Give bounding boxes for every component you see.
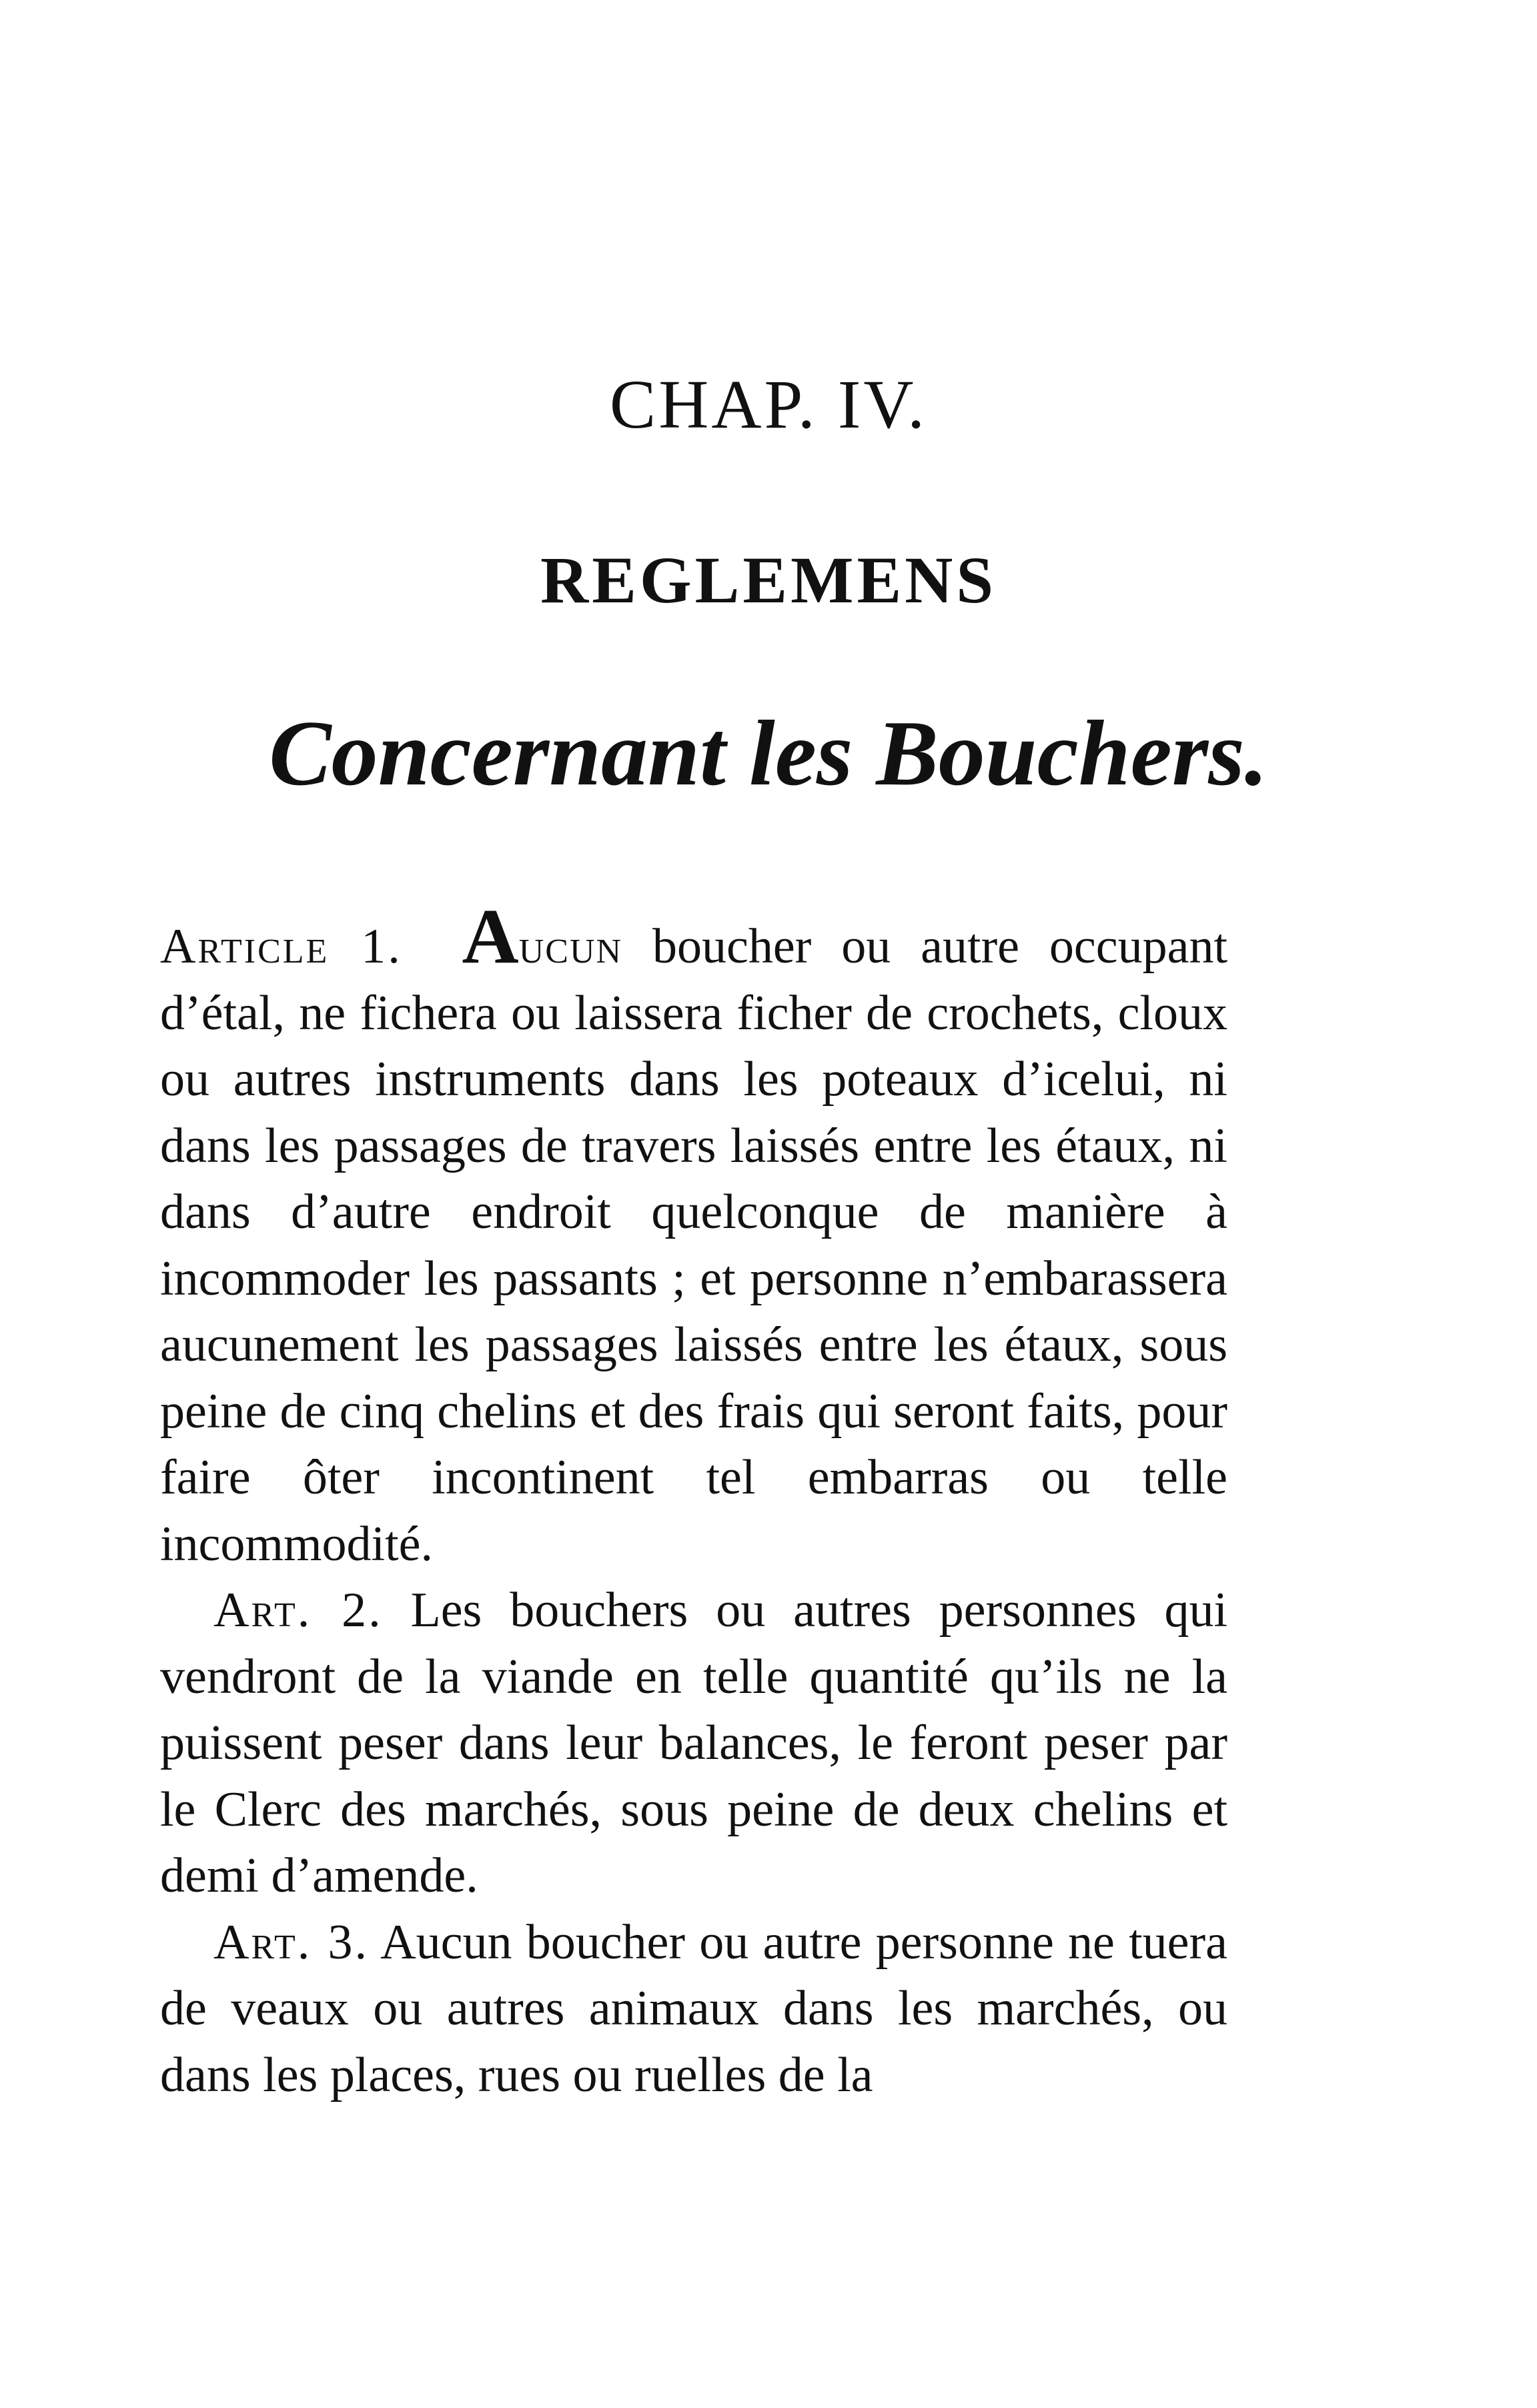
article-3 <box>160 1910 1227 2109</box>
article-1-label: Article 1. <box>160 919 402 974</box>
chapter-number: CHAP. IV. <box>609 366 928 443</box>
article-1-first-word: ucun <box>518 919 623 974</box>
article-1 <box>160 892 1228 1578</box>
chapter-heading: REGLEMENS <box>540 543 997 617</box>
article-3-text: Aucun boucher ou autre personne ne tuera de veaux ou autres animaux dans les marchés, ou dans les places, rues ou ruelles de la <box>160 1914 1228 2102</box>
chapter-subheading: Concernant les Bouchers. <box>269 702 1268 805</box>
article-1-dropcap: A <box>462 892 519 980</box>
body-text <box>160 892 1228 2109</box>
article-3-label: Art. 3. <box>213 1914 370 1970</box>
article-1-text: boucher ou autre occupant d’étal, ne fichera ou laissera ficher de crochets, cloux ou autres instruments dans les poteaux d’icelui, ni dans les passages de travers laissés entre les étaux, ni dans d’autre endroit quelconque de manière à incommoder les passants ; et personne n’embarassera aucunement les passages laissés entre les étaux, sous peine de cinq chelins et des frais qui seront faits, pour faire ôter incontinent tel embarras ou telle incommodité. <box>160 919 1228 1572</box>
article-2-text: Les bouchers ou autres personnes qui vendront de la viande en telle quantité qu’ils ne la puissent peser dans leur balances, le feront peser par le Clerc des marchés, sous peine de deux chelins et demi d’amende. <box>160 1583 1228 1903</box>
article-2 <box>160 1578 1227 1910</box>
article-2-label: Art. 2. <box>213 1583 383 1638</box>
